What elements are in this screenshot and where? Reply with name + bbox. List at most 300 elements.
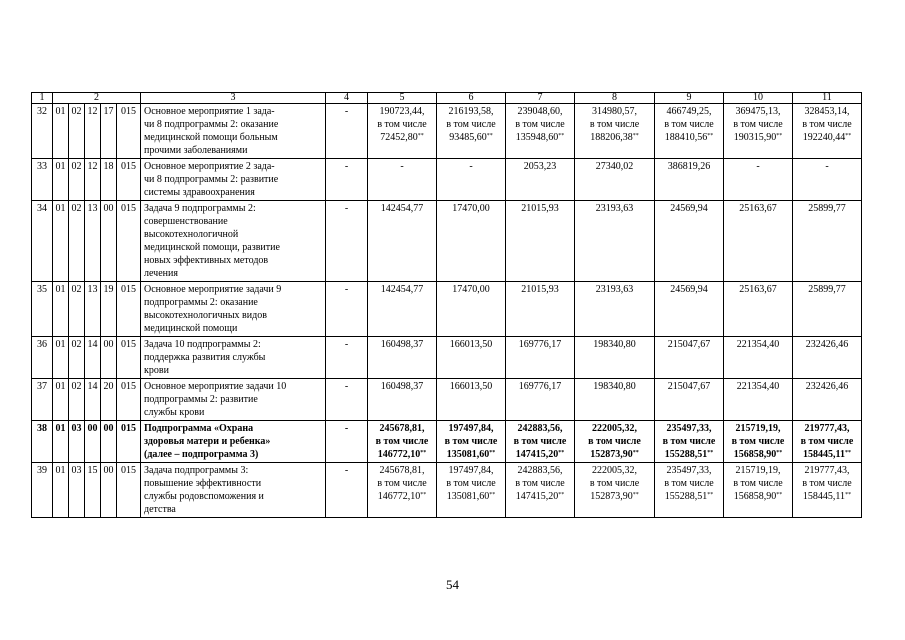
value-sub: 146772,10	[377, 449, 421, 460]
value-sub: 135948,60	[515, 132, 559, 143]
value-total: 232426,46	[805, 381, 849, 392]
item-name-line: высокотехнологичных видов	[144, 310, 267, 321]
value-total: 222005,32,	[592, 423, 637, 434]
value-sub-line	[724, 490, 792, 503]
value-sub-line	[368, 490, 436, 503]
footnote-mark: **	[558, 450, 565, 456]
code-cell: 02	[69, 104, 85, 159]
code-cell: 02	[69, 201, 85, 282]
code-cell: 01	[53, 337, 69, 379]
item-name-line: службы родовспоможения и	[144, 491, 264, 502]
value-total: 190723,44,	[379, 106, 425, 117]
value-total: 221354,40	[736, 339, 780, 350]
item-name-line: здоровья матери и ребенка»	[144, 436, 271, 447]
value-sub: 72452,80	[380, 132, 418, 143]
value-sub-line	[655, 448, 723, 461]
value-sub: 146772,10	[377, 491, 421, 502]
value-sub-line	[437, 131, 505, 144]
value-cell	[368, 282, 437, 337]
value-total: 215047,67	[667, 339, 711, 350]
value-total: 23193,63	[595, 284, 634, 295]
value-cell	[437, 379, 506, 421]
code-cell: 01	[53, 463, 69, 518]
header-row	[32, 93, 862, 104]
value-sub-line	[655, 490, 723, 503]
value-cell	[655, 421, 724, 463]
item-name-line: совершенствование	[144, 216, 228, 227]
value-total: 386819,26	[667, 161, 711, 172]
value-note: в том числе	[733, 119, 783, 130]
value-total: 21015,93	[521, 284, 559, 295]
col4-cell: -	[326, 379, 368, 421]
value-cell	[575, 337, 655, 379]
footnote-mark: **	[489, 450, 496, 456]
code-cell: 02	[69, 282, 85, 337]
value-sub-line	[368, 131, 436, 144]
value-total: 17470,00	[452, 284, 490, 295]
value-cell	[655, 337, 724, 379]
value-cell	[368, 379, 437, 421]
value-cell	[655, 159, 724, 201]
footnote-mark: **	[776, 450, 783, 456]
col4-cell: -	[326, 337, 368, 379]
value-total: 369475,13,	[735, 106, 781, 117]
value-cell	[506, 282, 575, 337]
row-number: 37	[32, 379, 53, 421]
value-total: -	[825, 161, 829, 172]
item-name-line: (далее – подпрограмма 3)	[144, 449, 259, 460]
item-name-line: Подпрограмма «Охрана	[144, 423, 254, 434]
code-cell: 015	[117, 159, 141, 201]
value-total: 197497,84,	[448, 423, 494, 434]
value-total: 219777,43,	[804, 465, 850, 476]
header-cell: 7	[506, 93, 575, 104]
value-cell	[506, 463, 575, 518]
value-note: в том числе	[446, 119, 496, 130]
item-name	[141, 159, 326, 201]
footnote-mark: **	[776, 133, 783, 139]
value-sub: 188410,56	[664, 132, 708, 143]
table-row	[32, 282, 862, 337]
value-cell	[437, 104, 506, 159]
value-note: в том числе	[377, 478, 427, 489]
value-sub-line	[724, 448, 792, 461]
col4-cell: -	[326, 463, 368, 518]
value-total: 466749,25,	[666, 106, 712, 117]
value-sub-line	[724, 131, 792, 144]
item-name-line: Основное мероприятие 1 зада-	[144, 106, 275, 117]
value-cell	[368, 104, 437, 159]
value-total: 232426,46	[805, 339, 849, 350]
footnote-mark: **	[844, 450, 851, 456]
value-cell	[724, 337, 793, 379]
value-cell	[368, 421, 437, 463]
value-note: в том числе	[664, 119, 714, 130]
item-name-line: подпрограммы 2: оказание	[144, 297, 258, 308]
value-cell	[437, 282, 506, 337]
item-name-line: поддержка развития службы	[144, 352, 266, 363]
value-total: 142454,77	[380, 284, 424, 295]
value-total: 215719,19,	[735, 465, 781, 476]
header-cell: 11	[793, 93, 862, 104]
code-cell: 015	[117, 282, 141, 337]
code-cell: 19	[101, 282, 117, 337]
code-cell: 00	[101, 463, 117, 518]
value-sub: 155288,51	[664, 449, 708, 460]
value-note: в том числе	[375, 436, 429, 447]
footnote-mark: **	[558, 133, 565, 139]
value-total: 242883,56,	[517, 423, 563, 434]
row-number: 33	[32, 159, 53, 201]
code-cell: 01	[53, 282, 69, 337]
value-total: 314980,57,	[592, 106, 637, 117]
code-cell: 14	[85, 337, 101, 379]
value-note: в том числе	[446, 478, 496, 489]
value-cell	[724, 159, 793, 201]
item-name-line: службы крови	[144, 407, 205, 418]
value-total: 25899,77	[808, 284, 846, 295]
header-cell: 1	[32, 93, 53, 104]
item-name	[141, 379, 326, 421]
value-cell	[575, 104, 655, 159]
value-sub-line	[506, 448, 574, 461]
item-name-line: Задача подпрограммы 3:	[144, 465, 249, 476]
value-cell	[793, 159, 862, 201]
item-name-line: чи 8 подпрограммы 2: развитие	[144, 174, 279, 185]
value-total: 242883,56,	[517, 465, 563, 476]
value-total: 222005,32,	[592, 465, 637, 476]
table-row	[32, 463, 862, 518]
value-total: 25163,67	[739, 284, 777, 295]
item-name	[141, 282, 326, 337]
value-cell	[575, 379, 655, 421]
value-note: в том числе	[733, 478, 783, 489]
item-name-line: медицинской помощи больным	[144, 132, 278, 143]
value-total: 198340,80	[593, 381, 636, 392]
value-cell	[724, 421, 793, 463]
value-cell	[368, 159, 437, 201]
item-name-line: крови	[144, 365, 169, 376]
value-total: 24569,94	[670, 284, 708, 295]
value-cell	[655, 104, 724, 159]
footnote-mark: **	[707, 492, 714, 498]
value-total: 215047,67	[667, 381, 711, 392]
item-name-line: высокотехнологичной	[144, 229, 239, 240]
value-cell	[437, 159, 506, 201]
value-sub-line	[793, 448, 861, 461]
value-total: 25899,77	[808, 203, 846, 214]
col4-cell: -	[326, 201, 368, 282]
value-cell	[506, 379, 575, 421]
value-cell	[437, 463, 506, 518]
value-sub-line	[793, 131, 861, 144]
value-note: в том числе	[588, 436, 641, 447]
table-row	[32, 421, 862, 463]
value-cell	[575, 282, 655, 337]
value-total: -	[400, 161, 404, 172]
header-cell: 2	[53, 93, 141, 104]
value-cell	[724, 282, 793, 337]
value-cell	[437, 201, 506, 282]
value-total: 166013,50	[449, 339, 493, 350]
footnote-mark: **	[632, 492, 639, 498]
code-cell: 00	[101, 201, 117, 282]
code-cell: 015	[117, 379, 141, 421]
value-cell	[506, 104, 575, 159]
item-name-line: Задача 9 подпрограммы 2:	[144, 203, 256, 214]
value-total: 160498,37	[380, 339, 424, 350]
value-sub: 158445,11	[802, 491, 846, 502]
value-cell	[575, 463, 655, 518]
value-sub-line	[506, 131, 574, 144]
code-cell: 015	[117, 421, 141, 463]
value-sub: 93485,60	[449, 132, 487, 143]
value-sub-line	[793, 490, 861, 503]
value-total: 245678,81,	[379, 465, 425, 476]
value-sub: 158445,11	[803, 449, 845, 460]
value-cell	[724, 104, 793, 159]
code-cell: 00	[101, 421, 117, 463]
footnote-mark: **	[420, 492, 427, 498]
item-name	[141, 104, 326, 159]
footnote-mark: **	[489, 492, 496, 498]
code-cell: 00	[101, 337, 117, 379]
code-cell: 01	[53, 201, 69, 282]
table-row	[32, 337, 862, 379]
code-cell: 01	[53, 421, 69, 463]
value-cell	[575, 421, 655, 463]
value-total: 215719,19,	[735, 423, 781, 434]
value-cell	[724, 201, 793, 282]
value-sub-line	[655, 131, 723, 144]
item-name-line: системы здравоохранения	[144, 187, 255, 198]
value-cell	[793, 337, 862, 379]
value-cell	[506, 159, 575, 201]
item-name-line: новых эффективных методов	[144, 255, 269, 266]
value-sub-line	[437, 448, 505, 461]
value-cell	[793, 421, 862, 463]
value-cell	[506, 337, 575, 379]
code-cell: 015	[117, 337, 141, 379]
value-cell	[793, 379, 862, 421]
header-cell: 6	[437, 93, 506, 104]
value-total: 219777,43,	[804, 423, 850, 434]
budget-table	[31, 92, 862, 518]
value-total: 2053,23	[523, 161, 557, 172]
table-row	[32, 159, 862, 201]
value-note: в том числе	[664, 478, 714, 489]
value-total: 235497,33,	[666, 423, 712, 434]
header-cell: 5	[368, 93, 437, 104]
value-cell	[655, 201, 724, 282]
value-sub-line	[368, 448, 436, 461]
footnote-mark: **	[486, 133, 493, 139]
value-total: 239048,60,	[517, 106, 563, 117]
item-name-line: Основное мероприятие задачи 10	[144, 381, 287, 392]
footnote-mark: **	[558, 492, 565, 498]
value-sub: 152873,90	[590, 449, 633, 460]
code-cell: 17	[101, 104, 117, 159]
code-cell: 02	[69, 159, 85, 201]
value-total: -	[469, 161, 473, 172]
item-name-line: медицинской помощи, развитие	[144, 242, 280, 253]
footnote-mark: **	[420, 450, 427, 456]
item-name-line: детства	[144, 504, 176, 515]
value-cell	[506, 201, 575, 282]
value-total: 245678,81,	[379, 423, 425, 434]
footnote-mark: **	[632, 133, 639, 139]
value-cell	[368, 463, 437, 518]
col4-cell: -	[326, 421, 368, 463]
value-sub: 135081,60	[446, 491, 490, 502]
value-cell	[437, 421, 506, 463]
item-name-line: чи 8 подпрограммы 2: оказание	[144, 119, 279, 130]
code-cell: 14	[85, 379, 101, 421]
value-sub-line	[437, 490, 505, 503]
item-name	[141, 337, 326, 379]
table-row	[32, 201, 862, 282]
value-total: 197497,84,	[448, 465, 494, 476]
value-sub-line	[575, 131, 654, 144]
header-cell: 9	[655, 93, 724, 104]
col4-cell: -	[326, 104, 368, 159]
value-total: 328453,14,	[804, 106, 850, 117]
value-note: в том числе	[513, 436, 567, 447]
code-cell: 03	[69, 463, 85, 518]
footnote-mark: **	[845, 133, 852, 139]
code-cell: 01	[53, 159, 69, 201]
item-name-line: лечения	[144, 268, 178, 279]
value-note: в том числе	[377, 119, 427, 130]
value-note: в том числе	[515, 119, 565, 130]
value-total: 169776,17	[518, 381, 562, 392]
code-cell: 015	[117, 104, 141, 159]
value-total: 23193,63	[595, 203, 634, 214]
value-sub: 188206,38	[590, 132, 633, 143]
value-total: 166013,50	[449, 381, 493, 392]
item-name	[141, 463, 326, 518]
value-note: в том числе	[662, 436, 716, 447]
value-total: 198340,80	[593, 339, 636, 350]
code-cell: 01	[53, 104, 69, 159]
col4-cell: -	[326, 282, 368, 337]
value-note: в том числе	[731, 436, 785, 447]
row-number: 32	[32, 104, 53, 159]
code-cell: 02	[69, 337, 85, 379]
code-cell: 02	[69, 379, 85, 421]
value-total: 235497,33,	[666, 465, 712, 476]
footnote-mark: **	[776, 492, 783, 498]
item-name-line: Основное мероприятие 2 зада-	[144, 161, 275, 172]
header-cell: 4	[326, 93, 368, 104]
value-sub: 156858,90	[733, 491, 777, 502]
row-number: 35	[32, 282, 53, 337]
value-note: в том числе	[802, 119, 852, 130]
value-cell	[437, 337, 506, 379]
value-total: 24569,94	[670, 203, 708, 214]
value-sub: 192240,44	[802, 132, 846, 143]
value-note: в том числе	[802, 478, 852, 489]
value-cell	[655, 282, 724, 337]
code-cell: 15	[85, 463, 101, 518]
value-cell	[655, 463, 724, 518]
value-sub: 190315,90	[733, 132, 777, 143]
footnote-mark: **	[707, 450, 714, 456]
value-cell	[793, 463, 862, 518]
row-number: 36	[32, 337, 53, 379]
value-total: 216193,58,	[448, 106, 494, 117]
value-total: 25163,67	[739, 203, 777, 214]
item-name	[141, 421, 326, 463]
code-cell: 18	[101, 159, 117, 201]
value-cell	[655, 379, 724, 421]
table-row	[32, 104, 862, 159]
value-sub: 152873,90	[590, 491, 633, 502]
value-total: 160498,37	[380, 381, 424, 392]
header-cell: 8	[575, 93, 655, 104]
code-cell: 13	[85, 282, 101, 337]
value-sub-line	[575, 490, 654, 503]
value-cell	[793, 282, 862, 337]
row-number: 38	[32, 421, 53, 463]
value-total: -	[756, 161, 760, 172]
value-note: в том числе	[589, 478, 640, 489]
code-cell: 03	[69, 421, 85, 463]
footnote-mark: **	[845, 492, 852, 498]
value-sub-line	[575, 448, 654, 461]
code-cell: 12	[85, 159, 101, 201]
footnote-mark: **	[417, 133, 424, 139]
value-cell	[368, 201, 437, 282]
value-cell	[368, 337, 437, 379]
value-cell	[793, 104, 862, 159]
item-name-line: повышение эффективности	[144, 478, 262, 489]
value-sub: 155288,51	[664, 491, 708, 502]
value-note: в том числе	[589, 119, 640, 130]
value-note: в том числе	[800, 436, 854, 447]
value-cell	[575, 201, 655, 282]
item-name-line: Задача 10 подпрограммы 2:	[144, 339, 261, 350]
code-cell: 20	[101, 379, 117, 421]
footnote-mark: **	[632, 450, 639, 456]
row-number: 39	[32, 463, 53, 518]
code-cell: 015	[117, 463, 141, 518]
value-total: 17470,00	[452, 203, 490, 214]
col4-cell: -	[326, 159, 368, 201]
item-name-line: прочими заболеваниями	[144, 145, 248, 156]
item-name-line: медицинской помощи	[144, 323, 238, 334]
header-cell: 10	[724, 93, 793, 104]
value-note: в том числе	[444, 436, 498, 447]
value-total: 27340,02	[595, 161, 634, 172]
value-sub: 147415,20	[515, 491, 559, 502]
page-number: 54	[446, 577, 459, 592]
value-sub: 156858,90	[733, 449, 777, 460]
value-sub: 135081,60	[446, 449, 490, 460]
value-total: 221354,40	[736, 381, 780, 392]
value-sub: 147415,20	[515, 449, 559, 460]
code-cell: 12	[85, 104, 101, 159]
code-cell: 01	[53, 379, 69, 421]
value-cell	[793, 201, 862, 282]
item-name-line: Основное мероприятие задачи 9	[144, 284, 282, 295]
header-cell: 3	[141, 93, 326, 104]
item-name-line: подпрограммы 2: развитие	[144, 394, 258, 405]
value-cell	[724, 463, 793, 518]
table-row	[32, 379, 862, 421]
value-cell	[575, 159, 655, 201]
value-total: 169776,17	[518, 339, 562, 350]
